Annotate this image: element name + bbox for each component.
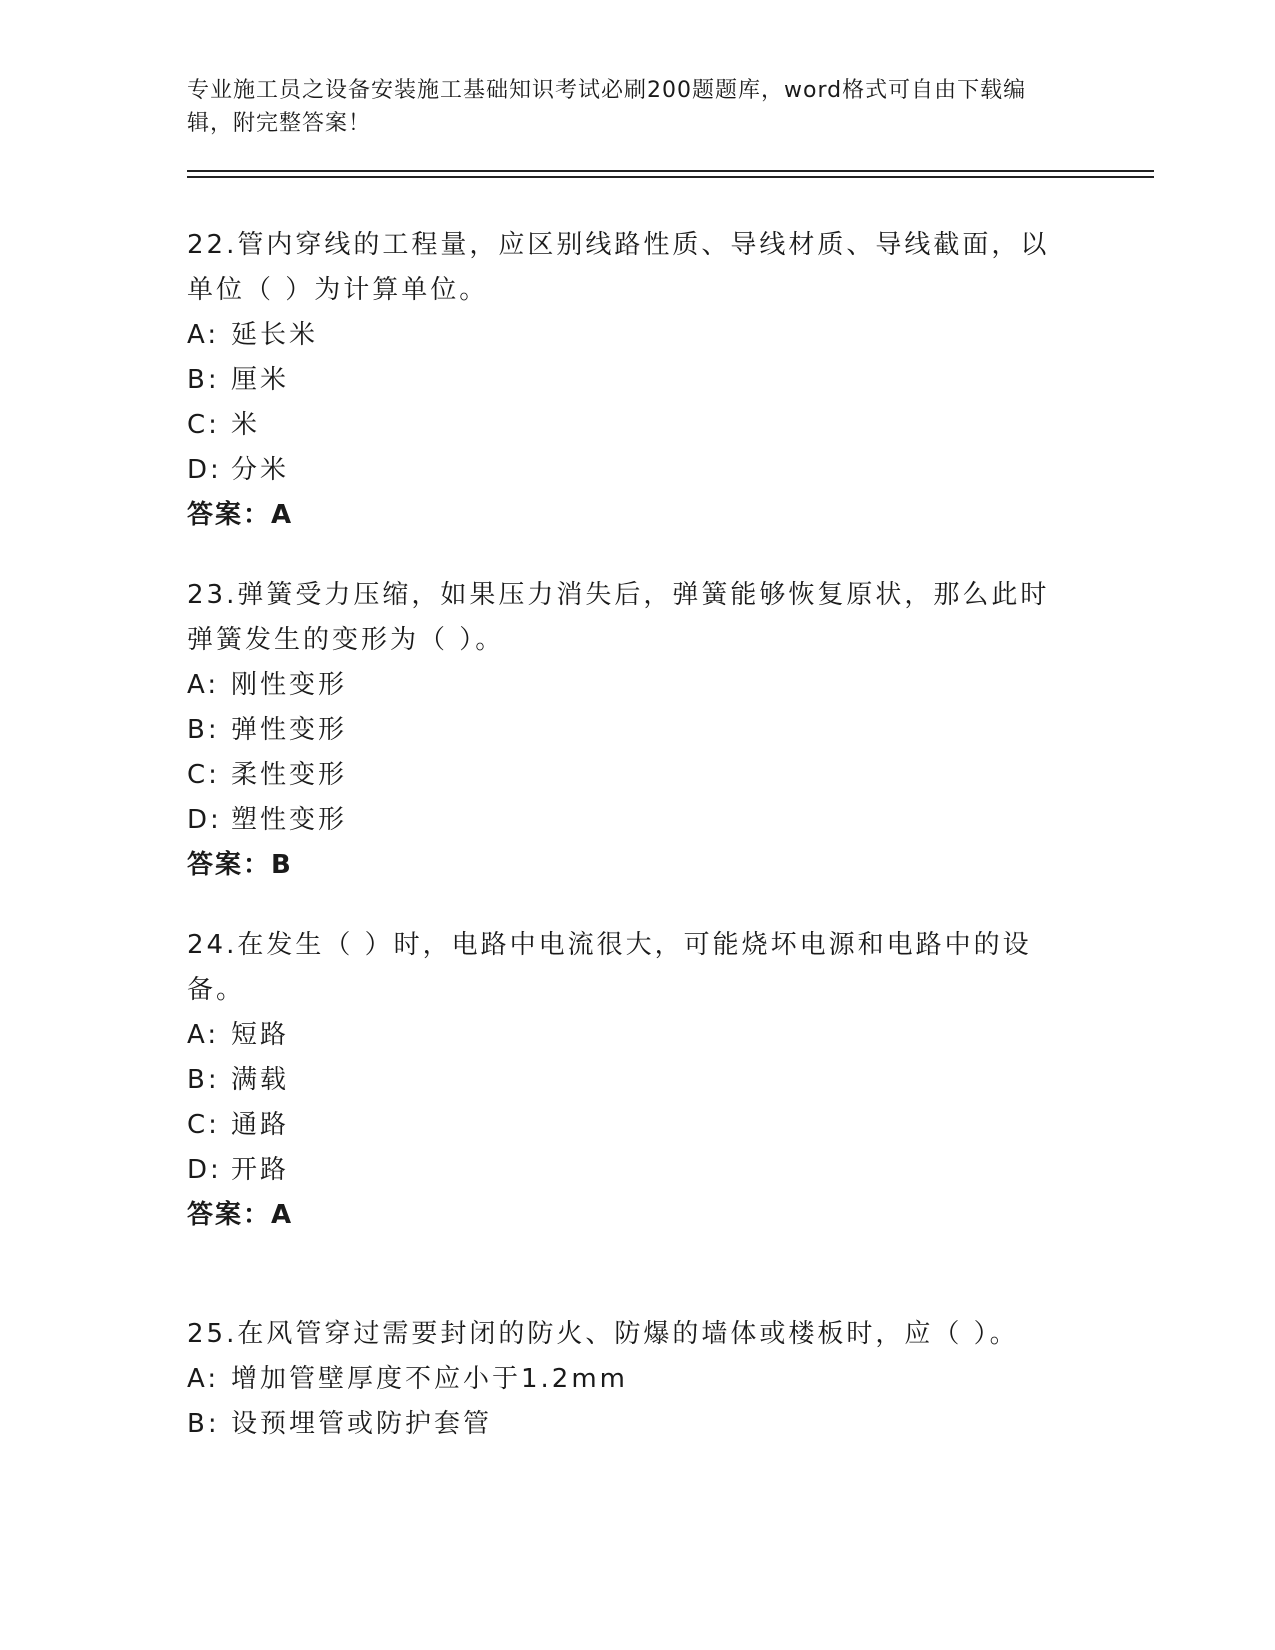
option-key: D: xyxy=(187,1155,222,1185)
option-text: 增加管壁厚度不应小于1.2mm xyxy=(231,1364,629,1394)
option-key: B: xyxy=(187,715,220,745)
option-key: A: xyxy=(187,1020,220,1050)
option-key: D: xyxy=(187,805,222,835)
option-key: C: xyxy=(187,760,220,790)
question-text: 25.在风管穿过需要封闭的防火、防爆的墙体或楼板时，应（ ）。 xyxy=(187,1319,1019,1349)
question-text: 22.管内穿线的工程量，应区别线路性质、导线材质、导线截面，以单位（ ）为计算单位。 xyxy=(187,230,1050,305)
option-key: A: xyxy=(187,320,220,350)
option-a xyxy=(187,313,1067,358)
option-text: 短路 xyxy=(231,1020,290,1050)
option-text: 厘米 xyxy=(231,365,290,395)
header-rule-bottom xyxy=(187,176,1154,178)
option-c xyxy=(187,753,1067,798)
header-rule-top xyxy=(187,170,1154,172)
option-b xyxy=(187,358,1067,403)
option-text: 塑性变形 xyxy=(231,805,348,835)
question-text: 23.弹簧受力压缩，如果压力消失后，弹簧能够恢复原状，那么此时弹簧发生的变形为（ ）。 xyxy=(187,580,1050,655)
option-text: 分米 xyxy=(231,455,290,485)
option-key: A: xyxy=(187,1364,220,1394)
answer: 答案：A xyxy=(187,500,294,530)
option-text: 满载 xyxy=(231,1065,290,1095)
option-a xyxy=(187,1013,1067,1058)
option-text: 延长米 xyxy=(231,320,319,350)
question-23 xyxy=(187,573,1067,888)
option-key: B: xyxy=(187,1065,220,1095)
option-b xyxy=(187,1402,1067,1447)
question-22 xyxy=(187,223,1067,538)
option-key: C: xyxy=(187,1110,220,1140)
option-key: A: xyxy=(187,670,220,700)
option-text: 刚性变形 xyxy=(231,670,348,700)
question-text: 24.在发生（ ）时，电路中电流很大，可能烧坏电源和电路中的设备。 xyxy=(187,930,1032,1005)
option-d xyxy=(187,798,1067,843)
question-24 xyxy=(187,923,1067,1238)
question-25 xyxy=(187,1312,1067,1447)
option-c xyxy=(187,403,1067,448)
answer: 答案：B xyxy=(187,850,293,880)
option-text: 弹性变形 xyxy=(231,715,348,745)
option-text: 设预埋管或防护套管 xyxy=(231,1409,493,1439)
document-header: 专业施工员之设备安装施工基础知识考试必刷200题题库，word格式可自由下载编辑，附完整答案！ xyxy=(187,78,1027,136)
option-text: 米 xyxy=(231,410,261,440)
option-b xyxy=(187,1058,1067,1103)
option-d xyxy=(187,1148,1067,1193)
option-a xyxy=(187,663,1067,708)
option-c xyxy=(187,1103,1067,1148)
option-key: D: xyxy=(187,455,222,485)
option-b xyxy=(187,708,1067,753)
option-key: B: xyxy=(187,365,220,395)
option-d xyxy=(187,448,1067,493)
option-text: 柔性变形 xyxy=(231,760,348,790)
option-a xyxy=(187,1357,1067,1402)
option-text: 通路 xyxy=(231,1110,290,1140)
answer: 答案：A xyxy=(187,1200,294,1230)
option-key: C: xyxy=(187,410,220,440)
option-text: 开路 xyxy=(231,1155,290,1185)
option-key: B: xyxy=(187,1409,220,1439)
